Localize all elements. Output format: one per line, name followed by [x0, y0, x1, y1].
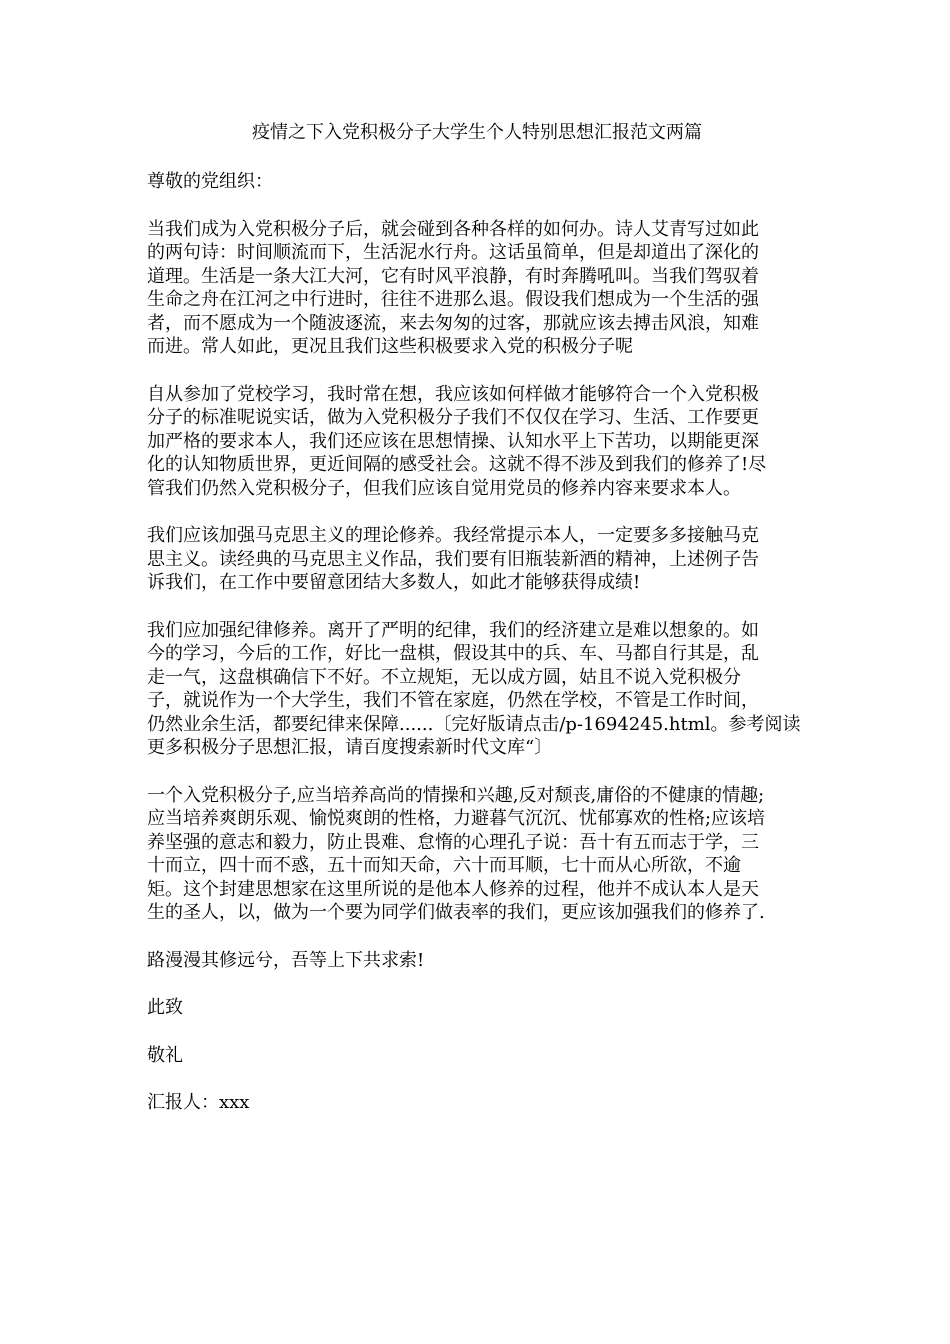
paragraph-line: 管我们仍然入党积极分子，但我们应该自觉用党员的修养内容来要求本人。: [147, 477, 741, 499]
salutation: [147, 170, 807, 194]
paragraph-line: 今的学习，今后的工作，好比一盘棋，假设其中的兵、车、马都自行其是，乱: [147, 643, 759, 664]
paragraph-line: 加严格的要求本人，我们还应该在思想情操、认知水平上下苦功，以期能更深: [147, 430, 759, 452]
paragraph-line: 十而立，四十而不惑，五十而知天命，六十而耳顺，七十而从心所欲，不逾: [147, 855, 741, 876]
paragraph-line: 子，就说作为一个大学生，我们不管在家庭，仍然在学校，不管是工作时间，: [147, 690, 759, 711]
paragraph-line: 路漫漫其修远兮，吾等上下共求索!: [147, 949, 425, 971]
paragraph-line: 生命之舟在江河之中行进时，往往不进那么退。假设我们想成为一个生活的强: [147, 289, 759, 310]
paragraph-line: 者，而不愿成为一个随波逐流，来去匆匆的过客，那就应该去搏击风浪，知难: [147, 312, 759, 334]
signature-line: 汇报人：xxx: [147, 1092, 250, 1113]
paragraph-line: 思主义。读经典的马克思主义作品，我们要有旧瓶装新酒的精神，上述例子告: [147, 548, 759, 570]
salutation-text: 尊敬的党组织：: [147, 171, 273, 192]
paragraph-2: [147, 383, 807, 501]
closing-line-1: 此致: [147, 997, 183, 1018]
paragraph-1: [147, 218, 807, 359]
paragraph-5: [147, 784, 807, 925]
paragraph-line: 自从参加了党校学习，我时常在想，我应该如何样做才能够符合一个入党积极: [147, 383, 759, 405]
paragraph-line: 走一气，这盘棋确信下不好。不立规矩，无以成方圆，姑且不说入党积极分: [147, 666, 741, 688]
paragraph-line: 我们应加强纪律修养。离开了严明的纪律，我们的经济建立是难以想象的。如: [147, 619, 759, 641]
document-title: 疫情之下入党积极分子大学生个人特别思想汇报范文两篇: [252, 122, 702, 143]
paragraph-line: 更多积极分子思想汇报，请百度搜索新时代文库“〕: [147, 737, 553, 758]
paragraph-line: 诉我们，在工作中要留意团结大多数人，如此才能够获得成绩!: [147, 572, 641, 593]
closing-1: [147, 996, 807, 1020]
document-page: [147, 120, 807, 1139]
paragraph-line: 化的认知物质世界，更近间隔的感受社会。这就不得不涉及到我们的修养了!尽: [147, 454, 767, 475]
paragraph-line: 应当培养爽朗乐观、愉悦爽朗的性格，力避暮气沉沉、忧郁寡欢的性格;应该培: [147, 808, 766, 829]
paragraph-line: 矩。这个封建思想家在这里所说的是他本人修养的过程，他并不成认本人是天: [147, 878, 759, 900]
paragraph-3: [147, 524, 807, 595]
paragraph-line: 道理。生活是一条大江大河，它有时风平浪静，有时奔腾吼叫。当我们驾驭着: [147, 265, 759, 287]
paragraph-4: [147, 619, 807, 760]
closing-2: [147, 1044, 807, 1068]
closing-line-2: 敬礼: [147, 1044, 183, 1066]
paragraph-line: 养坚强的意志和毅力，防止畏难、怠惰的心理孔子说：吾十有五而志于学，三: [147, 831, 759, 853]
paragraph-line: 而进。常人如此，更况且我们这些积极要求入党的积极分子呢: [147, 336, 633, 357]
paragraph-6: [147, 949, 807, 973]
paragraph-line: 一个入党积极分子,应当培养高尚的情操和兴趣,反对颓丧,庸俗的不健康的情趣;: [147, 784, 765, 806]
paragraph-line: 我们应该加强马克思主义的理论修养。我经常提示本人，一定要多多接触马克: [147, 525, 759, 546]
paragraph-line: 当我们成为入党积极分子后，就会碰到各种各样的如何办。诗人艾青写过如此: [147, 218, 759, 240]
paragraph-line: 的两句诗：时间顺流而下，生活泥水行舟。这话虽简单，但是却道出了深化的: [147, 242, 759, 263]
signature: [147, 1091, 807, 1115]
paragraph-line: 分子的标准呢说实话，做为入党积极分子我们不仅仅在学习、生活、工作要更: [147, 407, 759, 428]
paragraph-line: 生的圣人，以，做为一个要为同学们做表率的我们，更应该加强我们的修养了.: [147, 902, 765, 923]
paragraph-line: 仍然业余生活，都要纪律来保障......〔完好版请点击/p-1694245.html。参考阅读: [147, 713, 801, 735]
